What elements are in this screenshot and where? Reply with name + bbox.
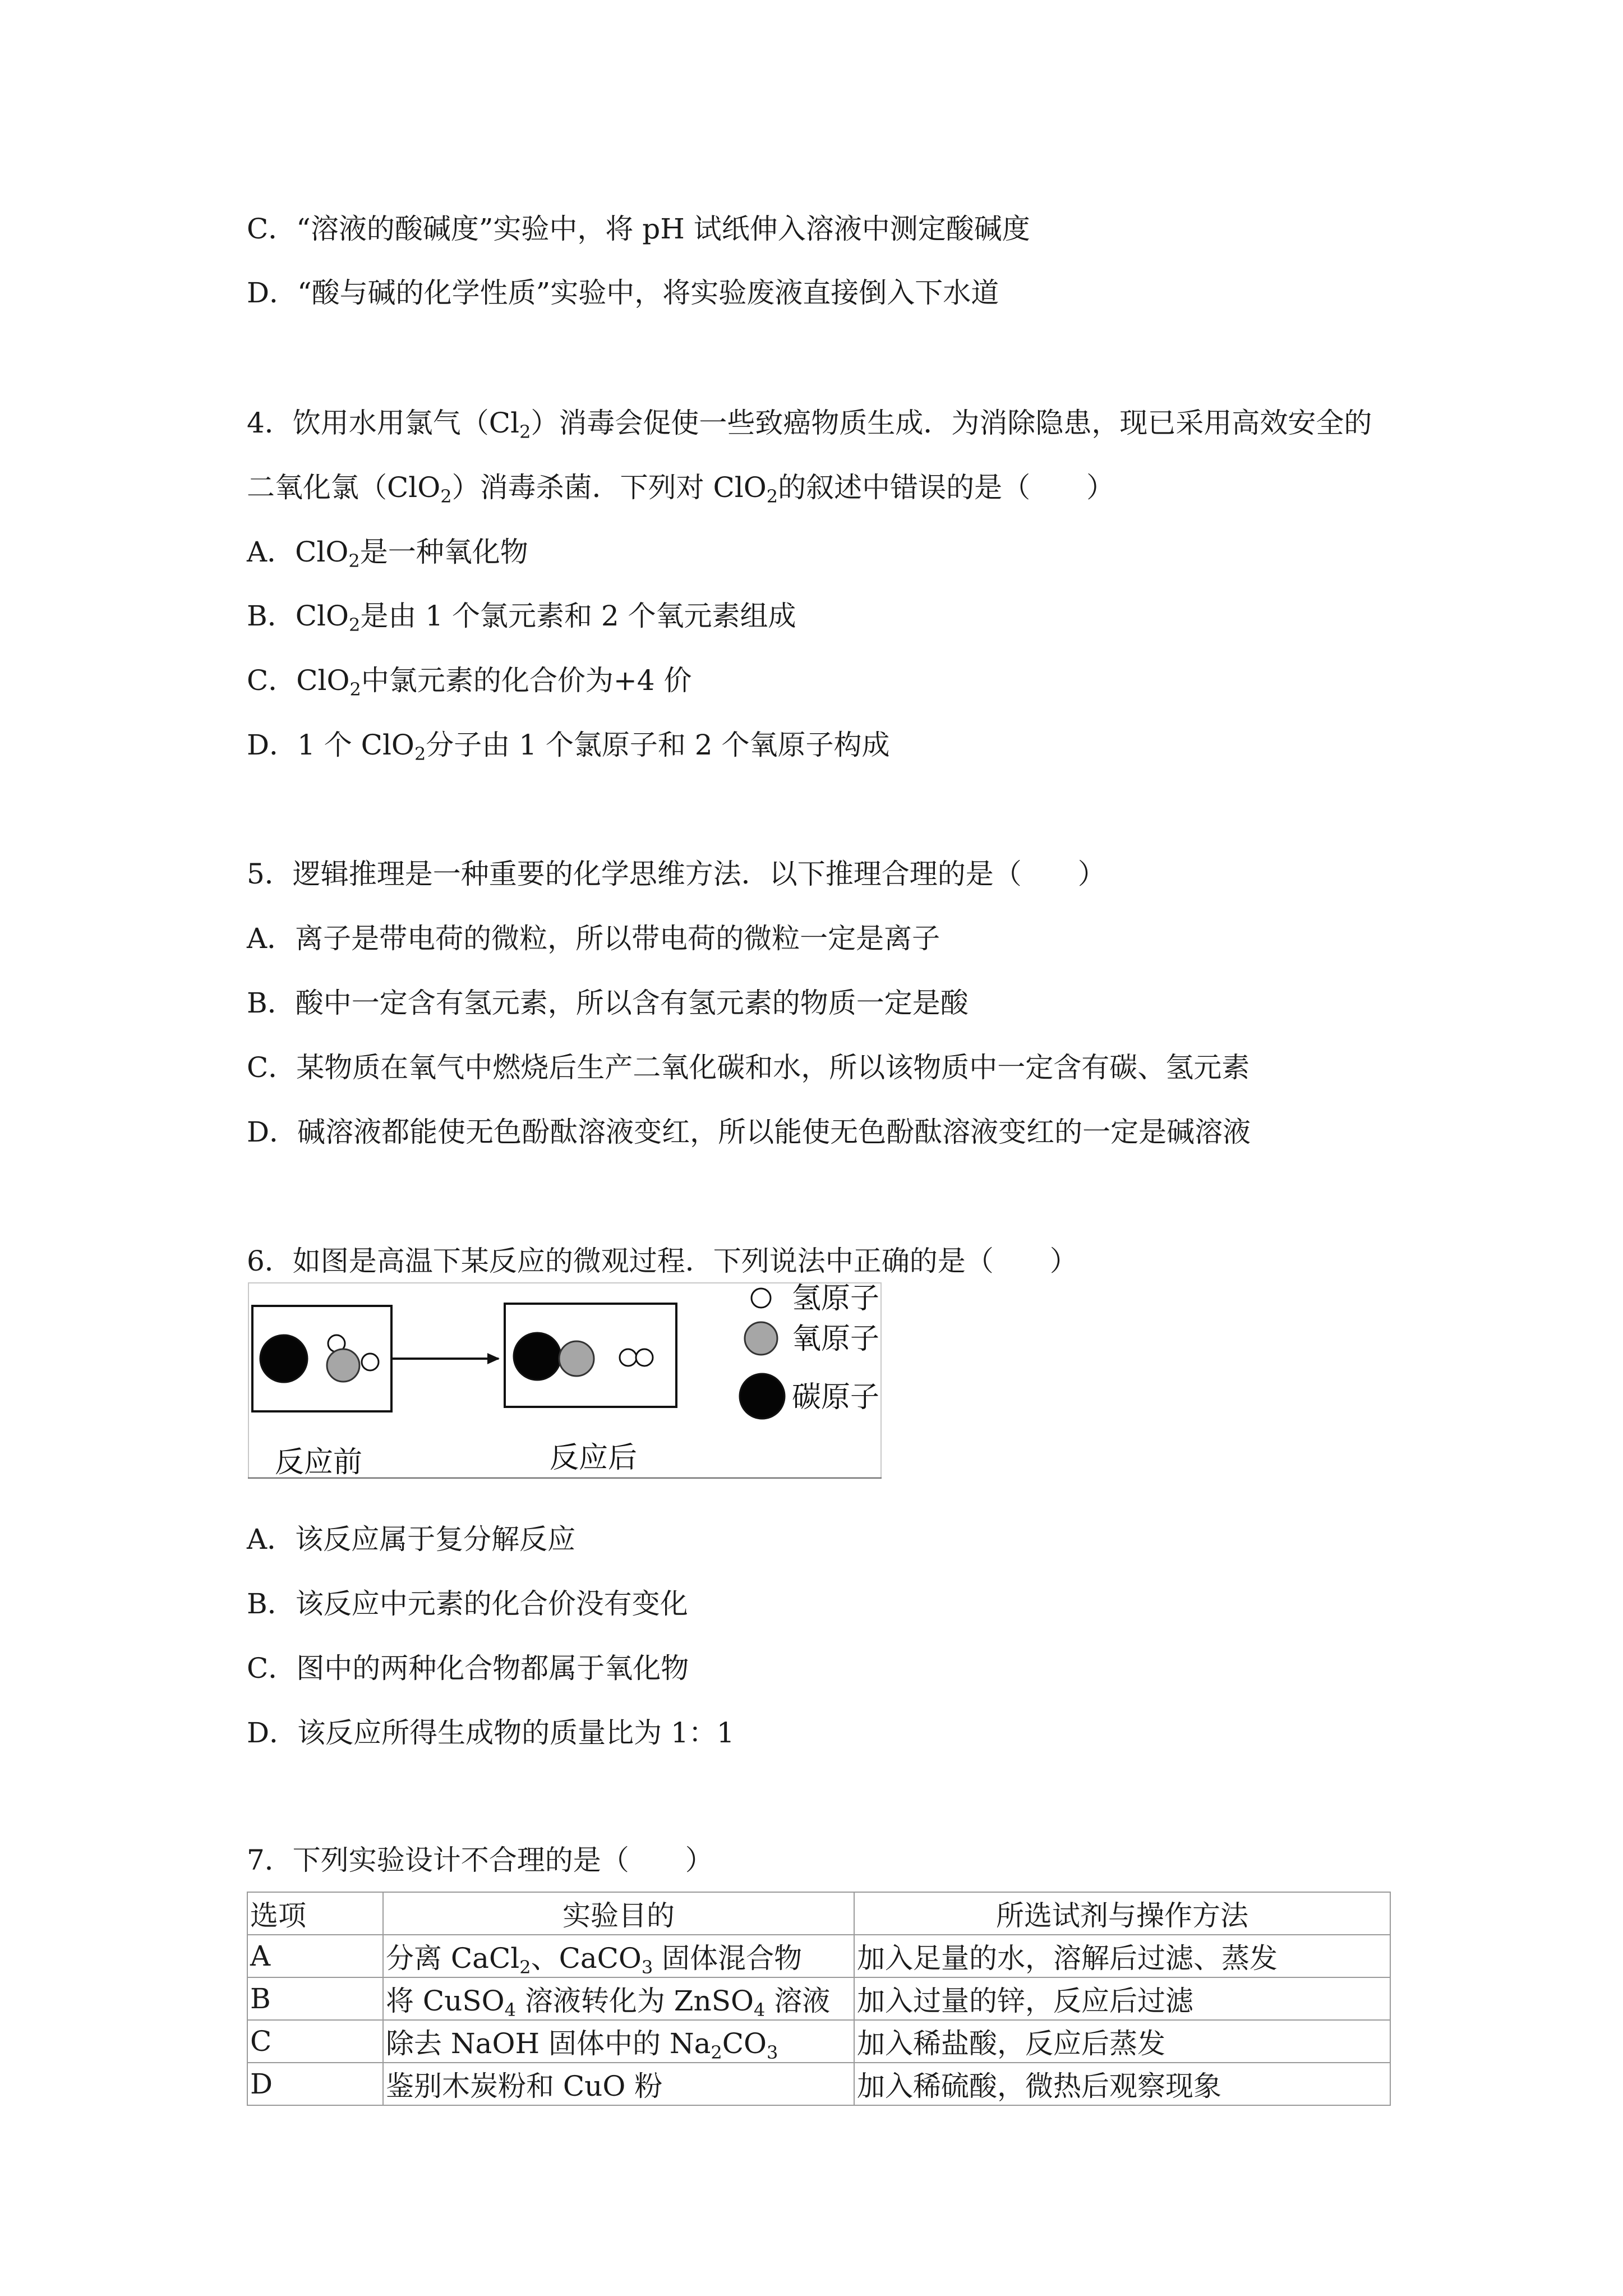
label-before: 反应前 — [275, 1446, 363, 1479]
cell-option: B — [247, 1977, 383, 2020]
cell-method: 加入过量的锌，反应后过滤 — [854, 1977, 1390, 2020]
option-text: B．ClO — [247, 600, 349, 632]
table-row — [247, 2020, 1390, 2063]
goal-text: 、CaCO — [531, 1942, 642, 1975]
goal-text: 溶液 — [765, 1985, 831, 2017]
subscript: 2 — [349, 679, 361, 700]
cell-option: A — [247, 1935, 383, 1977]
q5-option-d: D．碱溶液都能使无色酚酞溶液变红，所以能使无色酚酞溶液变红的一定是碱溶液 — [247, 1116, 1251, 1148]
q6-option-d: D．该反应所得生成物的质量比为 1：1 — [247, 1717, 735, 1749]
goal-text: 鉴别木炭粉和 CuO 粉 — [386, 2070, 663, 2102]
cell-goal — [383, 2020, 854, 2063]
column-header-method: 所选试剂与操作方法 — [854, 1892, 1390, 1935]
q6-option-c: C．图中的两种化合物都属于氧化物 — [247, 1652, 689, 1685]
legend-carbon-icon — [740, 1374, 785, 1419]
cell-method: 加入稀硫酸，微热后观察现象 — [854, 2063, 1390, 2105]
subscript: 2 — [711, 2042, 722, 2063]
carbon-atom — [260, 1335, 307, 1382]
q5-stem: 5．逻辑推理是一种重要的化学思维方法．以下推理合理的是（ ） — [247, 858, 1106, 890]
table-header-row — [247, 1892, 1390, 1935]
table-row — [247, 2063, 1390, 2105]
cell-method: 加入稀盐酸，反应后蒸发 — [854, 2020, 1390, 2063]
q7-stem: 7．下列实验设计不合理的是（ ） — [247, 1844, 713, 1876]
subscript: 3 — [641, 1957, 653, 1978]
q5-option-b: B．酸中一定含有氢元素，所以含有氢元素的物质一定是酸 — [247, 987, 969, 1019]
subscript: 4 — [753, 1999, 766, 2021]
subscript: 2 — [766, 486, 778, 507]
subscript: 4 — [504, 1999, 516, 2021]
label-after: 反应后 — [550, 1441, 638, 1475]
hydrogen-atom — [636, 1349, 653, 1366]
reaction-diagram-svg — [248, 1282, 882, 1479]
cell-goal — [383, 1935, 854, 1977]
q5-option-c: C．某物质在氧气中燃烧后生产二氧化碳和水，所以该物质中一定含有碳、氢元素 — [247, 1051, 1250, 1084]
oxygen-atom — [327, 1349, 359, 1382]
q4-option-c — [247, 662, 691, 698]
option-text: A．ClO — [247, 536, 349, 568]
option-text: D．1 个 ClO — [247, 729, 414, 761]
goal-text: 将 CuSO — [386, 1985, 505, 2017]
arrow-head-icon — [487, 1353, 500, 1364]
legend-hydrogen-label: 氢原子 — [792, 1282, 880, 1315]
q4-stem-text: 的叙述中错误的是（ ） — [778, 471, 1115, 504]
table-row — [247, 1935, 1390, 1977]
option-text: 分子由 1 个氯原子和 2 个氧原子构成 — [426, 729, 890, 761]
legend-oxygen-icon — [745, 1322, 777, 1355]
carbon-atom — [514, 1333, 561, 1380]
cell-option: C — [247, 2020, 383, 2063]
q4-stem-text: ）消毒杀菌．下列对 ClO — [451, 471, 767, 504]
q6-option-a: A．该反应属于复分解反应 — [247, 1523, 576, 1556]
q6-option-b: B．该反应中元素的化合价没有变化 — [247, 1588, 688, 1620]
q4-stem-text: 4．饮用水用氯气（Cl — [247, 407, 520, 439]
q3-option-d: D．“酸与碱的化学性质”实验中，将实验废液直接倒入下水道 — [247, 277, 999, 309]
q4-stem-text: 二氧化氯（ClO — [247, 471, 441, 504]
subscript: 3 — [767, 2042, 778, 2063]
option-text: 中氯元素的化合价为+4 价 — [361, 664, 692, 697]
table-row — [247, 1977, 1390, 2020]
legend-oxygen-label: 氧原子 — [792, 1322, 880, 1356]
q3-option-c: C．“溶液的酸碱度”实验中，将 pH 试纸伸入溶液中测定酸碱度 — [247, 213, 1030, 245]
q4-stem-line2 — [247, 470, 1114, 505]
hydrogen-atom — [362, 1354, 379, 1370]
subscript: 2 — [440, 486, 452, 507]
q5-option-a: A．离子是带电荷的微粒，所以带电荷的微粒一定是离子 — [247, 922, 940, 955]
subscript: 2 — [519, 1957, 531, 1978]
hydrogen-atom — [620, 1349, 637, 1366]
column-header-goal: 实验目的 — [383, 1892, 854, 1935]
goal-text: 除去 NaOH 固体中的 Na — [386, 2027, 711, 2060]
experiment-table — [247, 1892, 1391, 2106]
subscript: 2 — [519, 421, 531, 443]
q6-stem: 6．如图是高温下某反应的微观过程．下列说法中正确的是（ ） — [247, 1245, 1078, 1277]
cell-goal — [383, 2063, 854, 2105]
cell-method: 加入足量的水，溶解后过滤、蒸发 — [854, 1935, 1390, 1977]
subscript: 2 — [348, 614, 361, 636]
oxygen-atom — [559, 1341, 594, 1376]
option-text: 是一种氧化物 — [359, 536, 528, 568]
subscript: 2 — [414, 743, 426, 765]
goal-text: 分离 CaCl — [386, 1942, 520, 1975]
option-text: 是由 1 个氯元素和 2 个氧元素组成 — [360, 600, 796, 632]
legend-carbon-label: 碳原子 — [792, 1381, 880, 1414]
goal-text: 溶液转化为 ZnSO — [515, 1985, 754, 2017]
subscript: 2 — [348, 550, 360, 572]
q4-option-b — [247, 598, 796, 634]
cell-option: D — [247, 2063, 383, 2105]
q4-option-d — [247, 727, 890, 763]
legend-hydrogen-icon — [751, 1289, 771, 1308]
q4-stem-line1 — [247, 405, 1372, 441]
reaction-diagram — [248, 1282, 882, 1479]
q4-option-a — [247, 534, 528, 570]
goal-text: 固体混合物 — [653, 1942, 803, 1975]
column-header-option: 选项 — [247, 1892, 383, 1935]
q4-stem-text: ）消毒会促使一些致癌物质生成．为消除隐患，现已采用高效安全的 — [531, 407, 1372, 439]
option-text: C．ClO — [247, 664, 350, 697]
cell-goal — [383, 1977, 854, 2020]
goal-text: CO — [722, 2027, 767, 2060]
